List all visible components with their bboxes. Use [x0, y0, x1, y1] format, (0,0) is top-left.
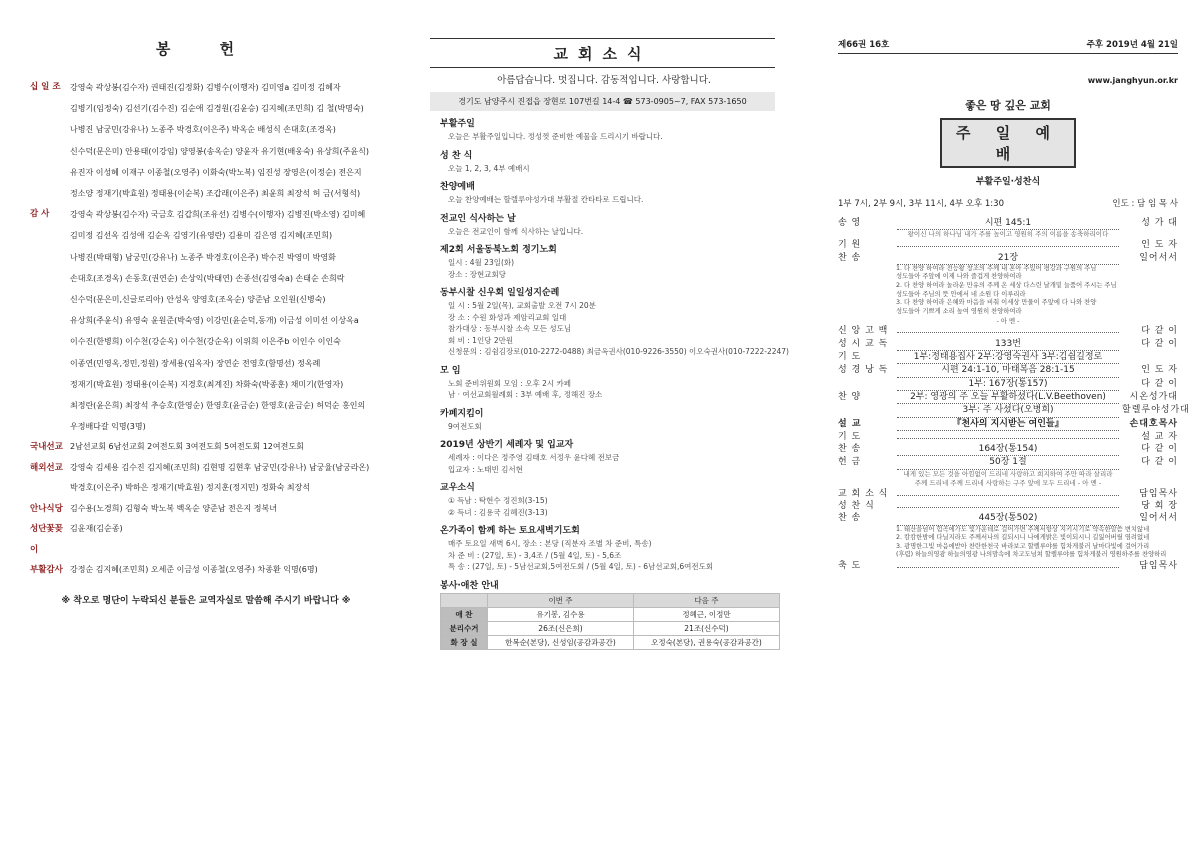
news-title-box: [430, 38, 775, 68]
table-cell: 오정숙(본당), 권용숙(공감과공간): [634, 635, 780, 649]
order-item: 설 교: [838, 418, 862, 429]
order-detail: 3부: 주 사셨다(오병희): [897, 404, 1119, 417]
table-cell: 유기봉, 김수용: [488, 607, 634, 621]
order-role: 다 같 이: [1141, 326, 1178, 337]
offering-names: [70, 499, 277, 520]
order-item: 신 앙 고 백: [838, 326, 889, 337]
offering-line: 2남선교회 6남선교회 2여전도회 3여전도회 5여전도회 12여전도회: [70, 442, 304, 452]
offering-line: 강영숙 김세용 김수진 김지혜(조민희) 김현명 김현후 남궁민(강유나) 남궁율(남궁라온): [70, 462, 370, 472]
worship-order-row: [838, 404, 1190, 417]
order-detail: 445장(통502): [897, 512, 1119, 525]
order-role: 당 회 장: [1141, 501, 1178, 512]
church-slogan: 좋은 땅 깊은 교회: [965, 99, 1051, 112]
amen-text: - 아 멘 -: [996, 318, 1020, 326]
order-detail: 『천사의 지시받는 여인들』: [897, 418, 1119, 431]
bulletin-date: 주후 2019년 4월 21일: [1086, 40, 1178, 50]
order-role: 담임목사: [1139, 488, 1178, 499]
offering-category: 성단꽃꽂이: [30, 524, 63, 555]
offering-line: 강영숙 곽상봉(김수자) 권태진(김정화) 김병수(이행자) 김미영a 김미정 김혜자: [70, 83, 341, 92]
news-body-line: ② 득녀 : 김용국 김혜진(3-13): [448, 507, 548, 517]
worship-order-row: [838, 378, 1178, 391]
order-item: 성 찬 식: [838, 501, 875, 512]
order-item: 기 원: [838, 240, 862, 251]
worship-panel: [838, 0, 1190, 848]
table-cell: 26조(신은희): [488, 621, 634, 635]
offering-category: 십 일 조: [30, 82, 61, 92]
news-body-line: 신청문의 : 김쉼김장로(010-2272-0488) 최금옥권사(010-9226-3550) 이오숙권사(010-7222-2247): [448, 347, 789, 356]
offering-line: 유진자 이성혜 이재구 이종철(오영주) 이화숙(박노복) 임진성 장영은(이정순) 전은지: [70, 167, 362, 177]
table-cell: 한복순(본당), 신성임(공감과공간): [488, 635, 634, 649]
table-row: [441, 621, 780, 635]
table-cell: 정혜근, 이정만: [634, 607, 780, 621]
worship-order-row: [838, 418, 1178, 431]
news-body-line: 오늘 찬양예배는 할렐루야성가대 부활절 칸타타로 드립니다.: [448, 195, 644, 204]
offering-line: 강정순 김지혜(조민희) 오세준 이금성 이종철(오영주) 차종환 익명(6명): [70, 565, 318, 575]
offering-category: 국내선교: [30, 442, 63, 453]
order-item: 송 영: [838, 218, 862, 228]
offering-line: 김미정 김선옥 김성애 김순옥 김영기(유영란) 김용미 김은영 김지혜(조민희): [70, 231, 333, 241]
offering-category: 감 사: [30, 209, 50, 220]
order-role: 다 같 이: [1141, 338, 1178, 349]
offerings-title: 봉 헌: [155, 40, 257, 58]
order-role: 설 교 자: [1141, 431, 1178, 442]
order-item: 찬 송: [838, 513, 862, 524]
table-cell: 분리수거: [441, 621, 488, 635]
worship-order-row: [838, 456, 1178, 469]
worship-title: 주 일 예 배: [940, 118, 1076, 168]
news-body-line: 일 시 : 5월 2일(목), 교회출발 오전 7시 20분: [448, 301, 596, 310]
order-item: 기 도: [838, 431, 862, 442]
order-of-worship: [838, 217, 1190, 572]
order-role: 성 가 대: [1141, 218, 1178, 228]
service-times-text: 1부 7시, 2부 9시, 3부 11시, 4부 오후 1:30: [838, 199, 1004, 209]
order-detail: [897, 438, 1119, 439]
lyric-line: 성도들아 주님의 뜻 안에서 네 소원 다 이루리라: [896, 290, 1026, 298]
lyric-line: 1. 다 찬양 하여라 전능왕 창조의 주께 내 혼아 주있어 평강과 구원의 주님: [896, 264, 1097, 272]
news-heading: 부활주일: [440, 119, 475, 129]
news-heading: 동부시찰 신우회 일일성지순례: [440, 288, 560, 298]
offering-line: 최정란(윤은희) 최장석 추승호(한영순) 한영호(윤금순) 한영호(윤금순) 허덕순 홍인의: [70, 401, 366, 411]
order-detail: [897, 246, 1119, 247]
order-role: 인 도 자: [1141, 365, 1178, 376]
news-heading: 제2회 서울동북노회 정기노회: [440, 245, 557, 255]
table-cell: 화 장 실: [441, 635, 488, 649]
lyric-line: 3. 광명한그빛 마음에받아 찬란한천국 바라보고 할렐루야를 힘차게불러 날마다빛에 걸어가리: [896, 542, 1150, 550]
offerings-panel: [0, 0, 400, 848]
offering-names: [70, 519, 123, 560]
order-item: 성 경 낭 독: [838, 365, 889, 376]
news-heading: 모 임: [440, 365, 461, 376]
order-role: 담임목사: [1139, 560, 1178, 571]
worship-order-row: [838, 364, 1178, 377]
order-role: 인 도 자: [1141, 240, 1178, 251]
table-header-cell: 다음 주: [634, 593, 780, 607]
volume-number: 제66권 16호: [838, 40, 890, 50]
order-item: 성 시 교 독: [838, 338, 889, 349]
order-role: 다 같 이: [1141, 444, 1178, 455]
order-role: 다 같 이: [1141, 457, 1178, 468]
offering-line: 이종연(민영옥,정민,정원) 장세용(임옥자) 장연순 전영호(함명선) 정옥례: [70, 358, 321, 368]
order-item: 찬 양: [838, 391, 862, 402]
news-heading: 전교인 식사하는 날: [440, 213, 516, 224]
offering-line: 강영숙 곽상봉(김수자) 국금호 김갑희(조유선) 김병수(이행자) 김병진(박소영) 김미혜: [70, 210, 366, 220]
news-body-line: 입교자 : 노태빈 김서현: [448, 464, 523, 474]
order-detail: [897, 567, 1119, 568]
offering-category: 부활감사: [30, 565, 63, 576]
offering-names: [70, 77, 369, 204]
order-detail: 133번: [897, 338, 1119, 351]
worship-order-row: [838, 443, 1178, 456]
psalm-caption: 왕이신 나의 하나님 내가 주를 높이고 영원히 주의 이름을 송축하리이다: [907, 230, 1109, 239]
order-detail: 164장(통154): [897, 443, 1119, 456]
news-heading: 봉사·애찬 안내: [440, 580, 499, 591]
lyric-line: 3. 다 찬양 하여라 은혜와 마음을 비춰 이세상 만물이 주앞에 다 나와 찬양: [896, 299, 1097, 307]
worship-order-row: [838, 488, 1178, 500]
offering-line: 이수진(한병희) 이수천(강순옥) 이수천(강순옥) 이위희 이은주b 이인수 이인숙: [70, 337, 341, 347]
news-body-line: 참가대상 : 동부시찰 소속 모든 성도님: [448, 324, 572, 333]
order-role: 손대호목사: [1129, 418, 1178, 429]
order-detail: 21장: [897, 252, 1119, 265]
offering-line: 박경호(이은주) 박하은 정재기(박효원) 정지훈(정지민) 정화숙 최장석: [70, 483, 311, 493]
church-address: 경기도 남양주시 진접읍 장현로 107번길 14-4 ☎ 573-0905~7, FAX 573-1650: [430, 92, 775, 111]
order-item: 축 도: [838, 560, 862, 571]
news-body-line: ① 득남 : 탁현수 정진희(3-15): [448, 496, 548, 505]
order-detail: [897, 495, 1119, 496]
news-body-line: 세례자 : 이다은 정주영 김태호 서정우 윤다혜 전보금: [448, 453, 620, 462]
news-title: 교회소식: [553, 45, 652, 63]
worship-order-row: [838, 391, 1178, 404]
order-item: 교 회 소 식: [838, 488, 889, 499]
news-motto: 아름답습니다. 멋집니다. 감동적입니다. 사랑합니다.: [497, 75, 711, 86]
news-heading: 카페지킴이: [440, 408, 484, 419]
table-header-cell: 이번 주: [488, 593, 634, 607]
order-detail: 1부: 167장(통157): [897, 378, 1119, 391]
offering-line: 신수덕(문은미,신글로리아) 안성옥 양영호(조옥순) 양준남 오인원(신병숙): [70, 295, 326, 305]
table-cell: 애 찬: [441, 607, 488, 621]
lyric-line: (후렴) 하늘의영광 하늘의영광 나의맘속에 차고도넘쳐 할렐루야를 힘차게불러 영원하주를 찬양하리: [896, 551, 1167, 559]
offering-group: [30, 77, 382, 204]
table-cell: 21조(신수덕): [634, 621, 780, 635]
news-heading: 찬양예배: [440, 182, 475, 192]
bulletin-header: [838, 38, 1178, 54]
order-detail: 시편 24:1-10, 마태복음 28:1-15: [897, 364, 1119, 377]
news-body-line: 오늘은 부활주일입니다. 정성껏 준비한 예물을 드리시기 바랍니다.: [448, 132, 663, 141]
news-heading: 온가족이 함께 하는 토요새벽기도회: [440, 526, 580, 536]
worship-order-row: [838, 560, 1178, 572]
order-item: 기 도: [838, 352, 862, 363]
order-detail: [897, 507, 1119, 508]
news-body-line: 차 준 비 : (27일, 토) - 3,4조 / (5월 4일, 토) - 5,6조: [448, 550, 622, 560]
worship-order-row: [838, 431, 1178, 443]
news-body-line: 장 소 : 수원 화성과 제암리교회 일대: [448, 312, 567, 322]
service-table: [440, 593, 780, 650]
offering-hymn-caption: [838, 470, 1178, 488]
news-items: [440, 117, 789, 593]
order-role: 시온성가대: [1129, 391, 1178, 402]
church-url: www.janghyun.or.kr: [1087, 76, 1178, 85]
closing-hymn-lyrics: [838, 526, 1178, 560]
lyric-line: 2. 캄캄한밤에 다닐지라도 주께서나의 길되시니 나에게밝은 빛이되시니 길잃어버릴 염려없네: [896, 534, 1150, 542]
offering-line: 김윤재(김순종): [70, 524, 123, 534]
news-heading: 2019년 상반기 세례자 및 입교자: [440, 440, 574, 450]
offering-line: 정소양 정재기(박효원) 정태용(이순복) 조갑래(이은주) 최윤희 최장석 허 금(서형석): [70, 189, 361, 199]
offering-line: 유상희(주윤식) 유영숙 윤원준(박숙영) 이강민(윤순덕,동개) 이금성 이미선 이상옥a: [70, 316, 359, 326]
lyric-line: 2. 다 찬양 하여라 놀라운 만유의 주께 온 세상 다스린 날개밑 늘품어 주시는 주님: [896, 282, 1117, 290]
order-role: 일어서서: [1139, 513, 1178, 524]
worship-leader: 인도 : 담 임 목 사: [1112, 199, 1178, 209]
offering-group: [30, 458, 382, 499]
news-body-line: 특 송 : (27일, 토) - 5남선교회,5여전도회 / (5월 4일, 토) - 6남선교회,6여전도회: [448, 562, 714, 571]
worship-order-row: [838, 239, 1178, 251]
church-news-panel: [418, 0, 790, 848]
offering-group: [30, 499, 382, 520]
service-times: [838, 197, 1178, 209]
news-body-line: 매주 토요일 새벽 6시, 장소 : 본당 (직분자 조별 차 준비, 특송): [448, 539, 652, 548]
offering-names: [70, 458, 369, 499]
news-body-line: 회 비 : 1인당 2만원: [448, 335, 514, 345]
offering-category: 안나식당: [30, 503, 63, 514]
lyric-line: 성도들아 기쁘게 소리 높여 영원히 찬양하여라: [896, 307, 1022, 315]
offering-group: [30, 519, 382, 560]
hymn-lyrics: [838, 265, 1178, 317]
order-detail: 시편 145:1: [897, 217, 1119, 230]
worship-order-row: [838, 351, 1178, 364]
worship-order-row: [838, 217, 1178, 230]
offering-group: [30, 437, 382, 458]
offering-line: 우정배다갈 익명(3명): [70, 422, 146, 432]
offering-line: 정재기(박효원) 정태용(이순복) 지경호(최계진) 차화숙(박종훈) 채미기(한영자): [70, 379, 344, 389]
caption-line: 내게 있는 모든 것을 아낌없이 드리네 사랑하고 희지하여 주만 따라 살리라: [903, 469, 1113, 478]
offering-line: 나병진(박태형) 남궁민(강유나) 노종주 박경호(이은주) 박수진 박영미 박영화: [70, 252, 336, 262]
order-detail: 50장 1절: [897, 456, 1119, 469]
offering-category: 해외선교: [30, 462, 63, 473]
offering-line: 나병진 남궁민(강유나) 노종주 박경호(이은주) 박옥순 배성식 손대호(조경옥): [70, 125, 336, 135]
order-detail: 1부:정태용집사 2부:강영숙권사 3부:김쉼길정로: [897, 351, 1119, 364]
worship-order-row: [838, 252, 1178, 265]
worship-order-row: [838, 325, 1178, 337]
order-item: 찬 송: [838, 444, 862, 455]
order-item: 찬 송: [838, 252, 862, 263]
lyric-line: 성도들아 주앞에 이제 나와 즐겁게 찬양하여라: [896, 273, 1022, 281]
offering-groups: [30, 77, 382, 581]
worship-subtitle: 부활주일·성찬식: [975, 177, 1041, 187]
worship-order-row: [838, 338, 1178, 351]
table-header-cell: [441, 593, 488, 607]
order-role: 할렐루야성가대: [1122, 405, 1190, 416]
news-body-line: 남 · 여선교회월례회 : 3부 예배 후, 정해진 장소: [448, 390, 603, 399]
worship-order-row: [838, 512, 1178, 525]
offering-group: [30, 204, 382, 437]
news-heading: 교우소식: [440, 483, 475, 493]
offering-names: [70, 437, 304, 458]
table-row: [441, 607, 780, 621]
news-body-line: 노회 준비위원회 모임 : 오후 2시 카페: [448, 378, 572, 388]
offering-names: [70, 560, 318, 581]
order-item: 헌 금: [838, 457, 862, 468]
news-body-line: 일시 : 4월 23일(화): [448, 258, 515, 267]
order-role: 일어서서: [1139, 252, 1178, 263]
order-role: 다 같 이: [1141, 378, 1178, 389]
offering-line: 손대호(조경옥) 손동호(권연순) 손상익(박태연) 손종선(김영숙a) 손태순 손희락: [70, 273, 345, 283]
offering-names: [70, 204, 365, 437]
caption-line: 주께 드리네 주께 드리네 사랑하는 구주 앞에 모두 드리네 - 아 멘 -: [914, 478, 1102, 487]
news-body-line: 장소 : 장현교회당: [448, 269, 507, 279]
news-body-line: 오늘은 전교인이 함께 식사하는 날입니다.: [448, 226, 584, 236]
news-heading: 성 찬 식: [440, 150, 473, 161]
news-body-line: 오늘 1, 2, 3, 4부 예배시: [448, 163, 530, 173]
offering-line: 김병기(임정숙) 김선기(김수진) 김순애 김경원(김윤승) 김지혜(조민희) 김 철(박명숙): [70, 104, 364, 114]
order-detail: 2부: 영광의 주 오늘 부활하셨다(L.V.Beethoven): [897, 391, 1119, 404]
news-body-line: 9여전도회: [448, 421, 482, 431]
order-detail: [897, 332, 1119, 333]
offerings-note: ※ 착오로 명단이 누락되신 분들은 교역자실로 말씀해 주시기 바랍니다 ※: [61, 595, 351, 606]
lyric-line: 1. 태산을넘어 험곡에가도 빛가운데로 걸어가면 주께서항상 지키시기로 약속한말씀 변치않네: [896, 525, 1150, 533]
worship-order-row: [838, 500, 1178, 512]
table-row: [441, 635, 780, 649]
offering-group: [30, 560, 382, 581]
offering-line: 신수덕(문은미) 안용태(이강임) 양영봉(송옥순) 양윤자 유기현(배웅숙) 유상희(주윤식): [70, 146, 369, 156]
offering-line: 김수용(노경희) 김형숙 박노복 백옥순 양준남 전은지 정복녀: [70, 503, 277, 513]
